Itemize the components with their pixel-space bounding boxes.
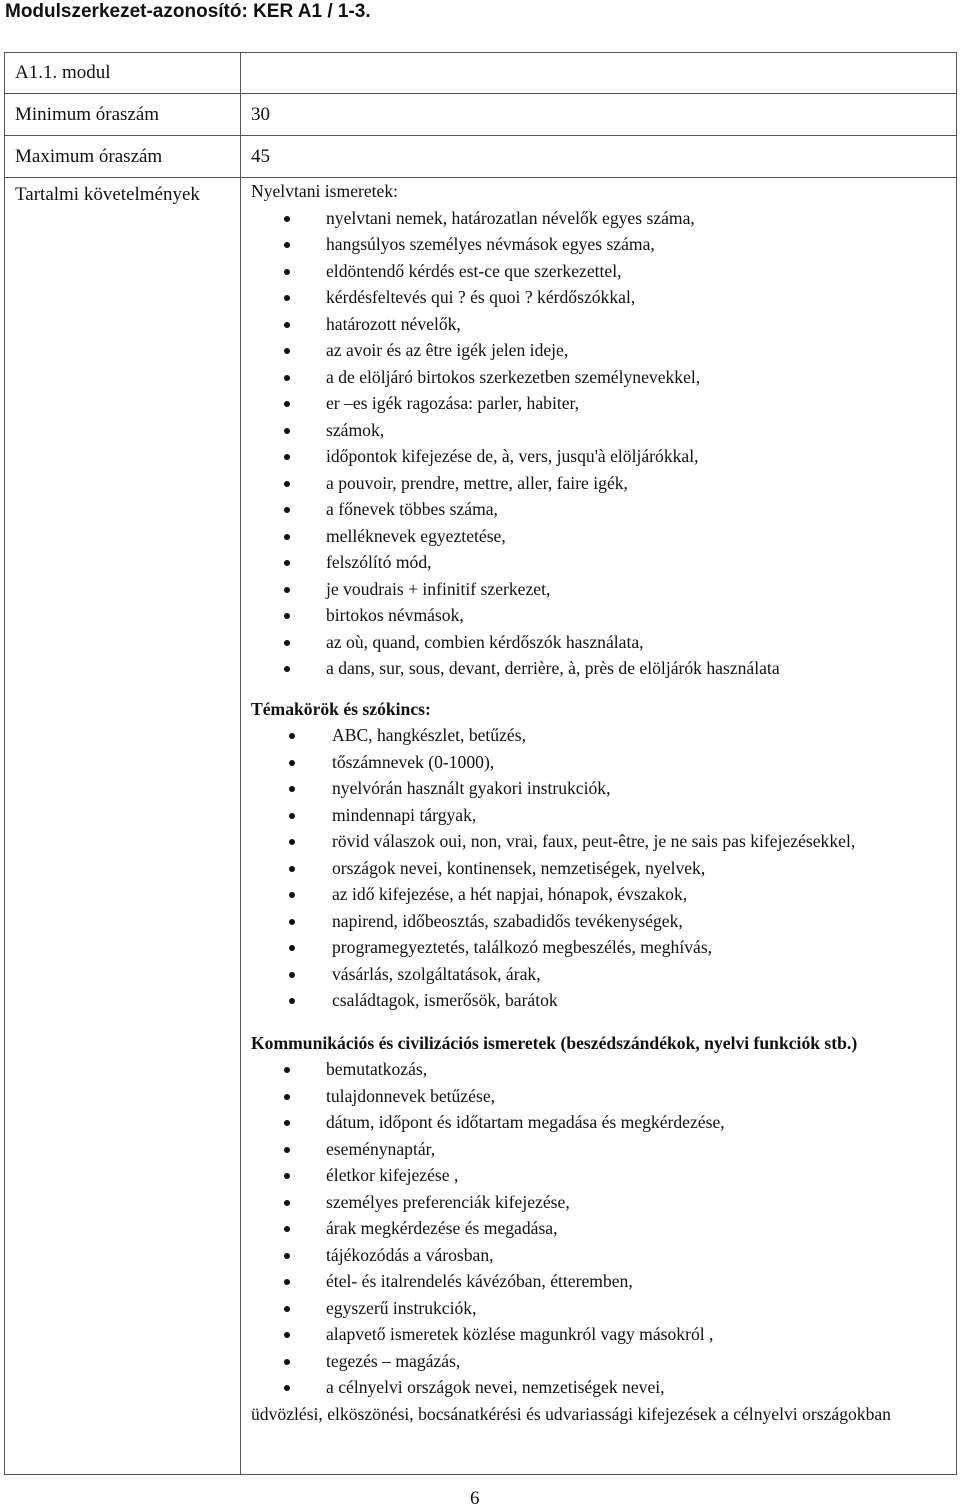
page-number: 6 (470, 1488, 480, 1509)
communication-item: egyszerű instrukciók, (251, 1295, 946, 1322)
grammar-item: a főnevek többes száma, (251, 496, 946, 523)
content-requirements-cell (241, 178, 957, 1475)
communication-item: étel- és italrendelés kávézóban, étteremben, (251, 1268, 946, 1295)
topic-item: mindennapi tárgyak, (251, 802, 946, 829)
grammar-item: hangsúlyos személyes névmások egyes száma, (251, 231, 946, 258)
topic-item: családtagok, ismerősök, barátok (251, 987, 946, 1014)
min-hours-row (5, 94, 957, 136)
topic-item: napirend, időbeosztás, szabadidős tevékenységek, (251, 908, 946, 935)
communication-item: életkor kifejezése , (251, 1162, 946, 1189)
communication-item: személyes preferenciák kifejezése, (251, 1189, 946, 1216)
topic-item: ABC, hangkészlet, betűzés, (251, 722, 946, 749)
module-name: A1.1. modul (5, 53, 241, 94)
grammar-title: Nyelvtani ismeretek: (251, 181, 399, 201)
grammar-item: a de elöljáró birtokos szerkezetben személynevekkel, (251, 364, 946, 391)
max-hours-row (5, 136, 957, 178)
min-hours-label: Minimum óraszám (5, 94, 241, 136)
grammar-item: az avoir és az être igék jelen ideje, (251, 337, 946, 364)
communication-item: tulajdonnevek betűzése, (251, 1083, 946, 1110)
grammar-item: az où, quand, combien kérdőszók használata, (251, 629, 946, 656)
topic-item: rövid válaszok oui, non, vrai, faux, peut-être, je ne sais pas kifejezésekkel, (251, 828, 946, 855)
grammar-item: eldöntendő kérdés est-ce que szerkezettel, (251, 258, 946, 285)
communication-item: tájékozódás a városban, (251, 1242, 946, 1269)
grammar-item: a pouvoir, prendre, mettre, aller, faire igék, (251, 470, 946, 497)
communication-item: dátum, időpont és időtartam megadása és megkérdezése, (251, 1109, 946, 1136)
communication-list (251, 1056, 946, 1401)
topics-title: Témakörök és szókincs: (251, 698, 431, 719)
topic-item: nyelvórán használt gyakori instrukciók, (251, 775, 946, 802)
module-name-empty (241, 53, 957, 94)
grammar-item: felszólító mód, (251, 549, 946, 576)
topic-item: vásárlás, szolgáltatások, árak, (251, 961, 946, 988)
grammar-item: időpontok kifejezése de, à, vers, jusqu'à elöljárókkal, (251, 443, 946, 470)
communication-item: eseménynaptár, (251, 1136, 946, 1163)
topic-item: országok nevei, kontinensek, nemzetiségek, nyelvek, (251, 855, 946, 882)
grammar-item: számok, (251, 417, 946, 444)
topics-list (251, 722, 946, 1014)
min-hours-value: 30 (241, 94, 957, 136)
communication-item: tegezés – magázás, (251, 1348, 946, 1375)
communication-item: alapvető ismeretek közlése magunkról vagy másokról , (251, 1321, 946, 1348)
communication-trailing: üdvözlési, elköszönési, bocsánatkérési és udvariassági kifejezések a célnyelvi országokban (251, 1403, 891, 1424)
content-requirements-label: Tartalmi követelmények (5, 178, 241, 1475)
communication-item: a célnyelvi országok nevei, nemzetiségek nevei, (251, 1374, 946, 1401)
grammar-item: je voudrais + infinitif szerkezet, (251, 576, 946, 603)
grammar-item: nyelvtani nemek, határozatlan névelők egyes száma, (251, 205, 946, 232)
grammar-item: a dans, sur, sous, devant, derrière, à, près de elöljárók használata (251, 655, 946, 682)
communication-item: árak megkérdezése és megadása, (251, 1215, 946, 1242)
grammar-item: melléknevek egyeztetése, (251, 523, 946, 550)
page-header: Modulszerkezet-azonosító: KER A1 / 1-3. (5, 1, 371, 22)
grammar-item: kérdésfeltevés qui ? és quoi ? kérdőszókkal, (251, 284, 946, 311)
content-requirements-row (5, 178, 957, 1475)
topic-item: tőszámnevek (0-1000), (251, 749, 946, 776)
topic-item: az idő kifejezése, a hét napjai, hónapok, évszakok, (251, 881, 946, 908)
topic-item: programegyeztetés, találkozó megbeszélés, meghívás, (251, 934, 946, 961)
grammar-item: határozott névelők, (251, 311, 946, 338)
grammar-item: birtokos névmások, (251, 602, 946, 629)
module-table (4, 52, 957, 1475)
max-hours-value: 45 (241, 136, 957, 178)
communication-item: bemutatkozás, (251, 1056, 946, 1083)
communication-title: Kommunikációs és civilizációs ismeretek (beszédszándékok, nyelvi funkciók stb.) (251, 1032, 858, 1053)
max-hours-label: Maximum óraszám (5, 136, 241, 178)
module-name-row (5, 53, 957, 94)
grammar-item: er –es igék ragozása: parler, habiter, (251, 390, 946, 417)
grammar-list (251, 205, 946, 682)
